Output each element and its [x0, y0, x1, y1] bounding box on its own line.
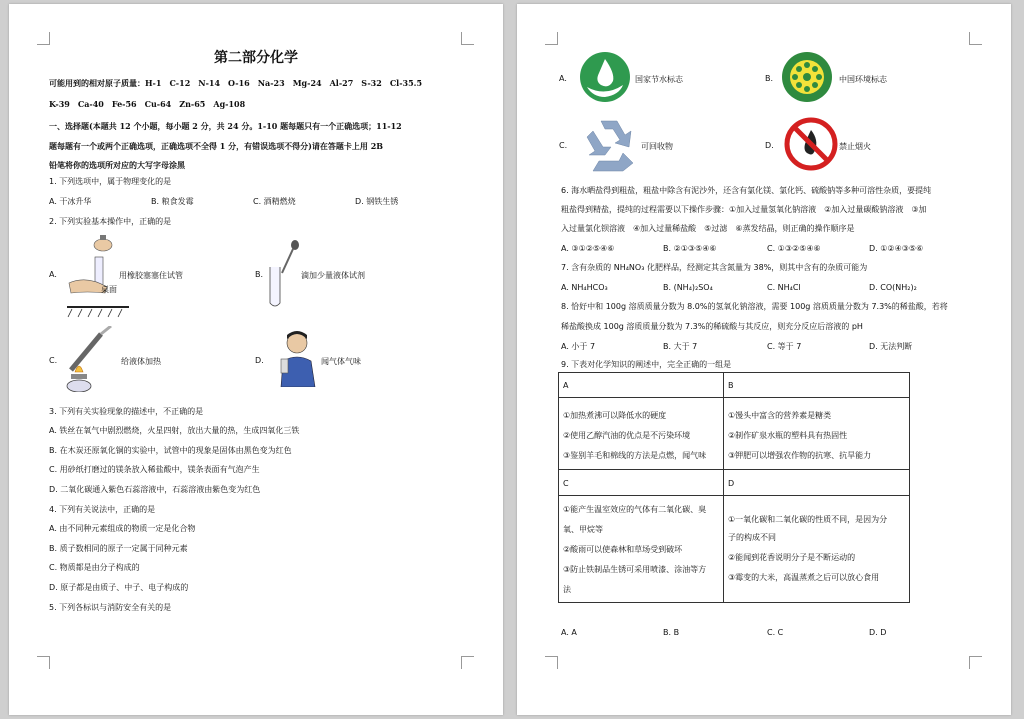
q8-option-b: B. 大于 7 — [663, 342, 698, 351]
table-cell-c-3: ③防止铁制品生锈可采用喷漆、涂油等方 — [563, 565, 707, 574]
q7-option-a: A. NH₄HCO₃ — [561, 283, 608, 292]
document-page-right — [517, 4, 1011, 715]
table-cell-c-1-cont: 氧、甲烷等 — [563, 525, 603, 534]
table-cell-c-1: ①能产生温室效应的气体有二氧化碳、臭 — [563, 505, 707, 514]
q6-option-c: C. ①③②⑤④⑥ — [767, 244, 821, 253]
q1-option-d: D. 钢铁生锈 — [355, 197, 399, 206]
question-7: 7. 含有杂质的 NH₄NO₃ 化肥样品，经测定其含氮量为 38%，则其中含有的杂质可能为 — [561, 263, 868, 272]
q5-b-caption: 中国环境标志 — [839, 75, 887, 84]
table-cell-a-1: ①加热煮沸可以降低水的硬度 — [563, 411, 667, 420]
knowledge-table — [558, 372, 910, 603]
question-6-line-1: 6. 海水晒盐得到粗盐，粗盐中除含有泥沙外，还含有氯化镁、氯化钙、硫酸钠等多种可溶性杂质，要提纯 — [561, 186, 932, 195]
q4-option-a: A. 由不同种元素组成的物质一定是化合物 — [49, 524, 196, 533]
crop-mark — [461, 32, 474, 45]
table-header-b: B — [728, 381, 734, 390]
q9-option-a: A. A — [561, 628, 577, 637]
q5-option-b: B. — [765, 74, 774, 83]
q2-option-c: C. — [49, 356, 58, 365]
document-page-left — [9, 4, 503, 715]
table-cell-b-1: ①馒头中富含的营养素是糖类 — [728, 411, 832, 420]
crop-mark — [969, 656, 982, 669]
q7-option-d: D. CO(NH₂)₂ — [869, 283, 917, 292]
q2-option-d: D. — [255, 356, 264, 365]
atomic-masses-line-2: K-39 Ca-40 Fe-56 Cu-64 Zn-65 Ag-108 — [49, 99, 246, 109]
q6-option-b: B. ②①③⑤④⑥ — [663, 244, 717, 253]
q5-option-c: C. — [559, 141, 568, 150]
q3-option-c: C. 用砂纸打磨过的镁条放入稀盐酸中，镁条表面有气泡产生 — [49, 465, 260, 474]
water-saving-icon — [579, 51, 631, 103]
crop-mark — [545, 656, 558, 669]
q2-d-caption: 闻气体气味 — [321, 357, 361, 366]
q1-option-c: C. 酒精燃烧 — [253, 197, 296, 206]
table-divider — [723, 373, 724, 602]
table-cell-d-1: ①一氧化碳和二氧化碳的性质不同，是因为分 — [728, 515, 888, 524]
question-4: 4. 下列有关说法中，正确的是 — [49, 505, 156, 514]
q6-option-a: A. ③①②⑤④⑥ — [561, 244, 615, 253]
q3-option-a: A. 铁丝在氧气中剧烈燃烧，火星四射，放出大量的热，生成四氧化三铁 — [49, 426, 300, 435]
q9-option-d: D. D — [869, 628, 887, 637]
table-divider — [559, 469, 909, 470]
q5-option-a: A. — [559, 74, 567, 83]
table-cell-c-3-cont: 法 — [563, 585, 571, 594]
crop-mark — [37, 656, 50, 669]
q8-option-c: C. 等于 7 — [767, 342, 802, 351]
crop-mark — [545, 32, 558, 45]
crop-mark — [969, 32, 982, 45]
table-cell-c-2: ②酸雨可以使森林和草场受到破坏 — [563, 545, 683, 554]
table-divider — [559, 495, 909, 496]
environment-label-icon — [781, 51, 833, 103]
question-1: 1. 下列选项中，属于物理变化的是 — [49, 177, 172, 186]
q2-option-a: A. — [49, 270, 57, 279]
crop-mark — [37, 32, 50, 45]
question-2: 2. 下列实验基本操作中，正确的是 — [49, 217, 172, 226]
q2-c-caption: 给液体加热 — [121, 357, 161, 366]
atomic-masses-line-1: 可能用到的相对原子质量：H-1 C-12 N-14 O-16 Na-23 Mg-24 Al-27 S-32 Cl-35.5 — [49, 78, 423, 88]
question-3: 3. 下列有关实验现象的描述中，不正确的是 — [49, 407, 204, 416]
question-8-line-2: 稀盐酸换成 100g 溶质质量分数为 7.3%的稀硫酸与其反应，则充分反应后溶液的 pH — [561, 322, 863, 331]
q4-option-b: B. 质子数相同的原子一定属于同种元素 — [49, 544, 188, 553]
table-header-c: C — [563, 479, 569, 488]
q5-c-caption: 可回收物 — [641, 142, 673, 151]
table-cell-a-3: ③鉴别羊毛和棉线的方法是点燃，闻气味 — [563, 451, 707, 460]
table-header-a: A — [563, 381, 569, 390]
table-cell-d-1-cont: 子的构成不同 — [728, 533, 776, 542]
heating-tube-illustration — [61, 326, 121, 392]
question-6-line-2: 粗盐得到精盐，提纯的过程需要以下操作步骤：①加入过量氢氧化钠溶液 ②加入过量碳酸钠溶液 ③加 — [561, 205, 927, 214]
q9-option-c: C. C — [767, 628, 784, 637]
q8-option-d: D. 无法判断 — [869, 342, 913, 351]
q9-option-b: B. B — [663, 628, 680, 637]
q5-option-d: D. — [765, 141, 774, 150]
recycle-icon — [579, 117, 639, 173]
page-title: 第二部分化学 — [214, 50, 298, 66]
crop-mark — [461, 656, 474, 669]
section-heading-line-1: 一、选择题(本题共 12 个小题，每小题 2 分，共 24 分。1-10 题每题只有一个正确选项；11-12 — [49, 121, 402, 131]
q5-a-caption: 国家节水标志 — [635, 75, 683, 84]
section-heading-line-2: 题每题有一个或两个正确选项，正确选项不全得 1 分，有错误选项不得分)请在答题卡上用 2B — [49, 141, 384, 151]
q5-d-caption: 禁止烟火 — [839, 142, 871, 151]
dropper-illustration — [264, 239, 304, 311]
table-cell-b-3: ③钾肥可以增强农作物的抗寒、抗旱能力 — [728, 451, 872, 460]
section-heading-line-3: 铅笔将你的选项所对应的大写字母涂黑 — [49, 160, 185, 170]
question-8-line-1: 8. 恰好中和 100g 溶质质量分数为 8.0%的氢氧化钠溶液，需要 100g 溶质质量分数为 7.3%的稀盐酸，若将 — [561, 302, 948, 311]
q2-b-caption: 滴加少量液体试剂 — [301, 271, 365, 280]
no-fire-icon — [783, 116, 839, 172]
q3-option-b: B. 在木炭还原氧化铜的实验中，试管中的现象是固体由黑色变为红色 — [49, 446, 292, 455]
question-5: 5. 下列各标识与消防安全有关的是 — [49, 603, 172, 612]
question-6-line-3: 入过量氯化钡溶液 ④加入过量稀盐酸 ⑤过滤 ⑥蒸发结晶，则正确的操作顺序是 — [561, 224, 855, 233]
q7-option-c: C. NH₄Cl — [767, 283, 801, 292]
q2-a-caption: 用橡胶塞塞住试管 — [119, 271, 183, 280]
q3-option-d: D. 二氧化碳通入紫色石蕊溶液中，石蕊溶液由紫色变为红色 — [49, 485, 261, 494]
table-header-d: D — [728, 479, 735, 488]
q4-option-c: C. 物质都是由分子构成的 — [49, 563, 140, 572]
smelling-gas-illustration — [271, 329, 321, 387]
q7-option-b: B. (NH₄)₂SO₄ — [663, 283, 713, 292]
q1-option-b: B. 粮食发霉 — [151, 197, 194, 206]
q2-a-desk-label: 桌面 — [101, 285, 117, 294]
table-cell-a-2: ②使用乙醇汽油的优点是不污染环境 — [563, 431, 691, 440]
q6-option-d: D. ①②④③⑤⑥ — [869, 244, 924, 253]
q1-option-a: A. 干冰升华 — [49, 197, 92, 206]
q2-option-b: B. — [255, 270, 264, 279]
q4-option-d: D. 原子都是由质子、中子、电子构成的 — [49, 583, 189, 592]
table-divider — [559, 397, 909, 398]
q8-option-a: A. 小于 7 — [561, 342, 596, 351]
question-9: 9. 下表对化学知识的阐述中，完全正确的一组是 — [561, 360, 732, 369]
table-cell-d-3: ③霉变的大米，高温蒸煮之后可以放心食用 — [728, 573, 880, 582]
table-cell-b-2: ②制作矿泉水瓶的塑料具有热固性 — [728, 431, 848, 440]
table-cell-d-2: ②能闻到花香说明分子是不断运动的 — [728, 553, 856, 562]
